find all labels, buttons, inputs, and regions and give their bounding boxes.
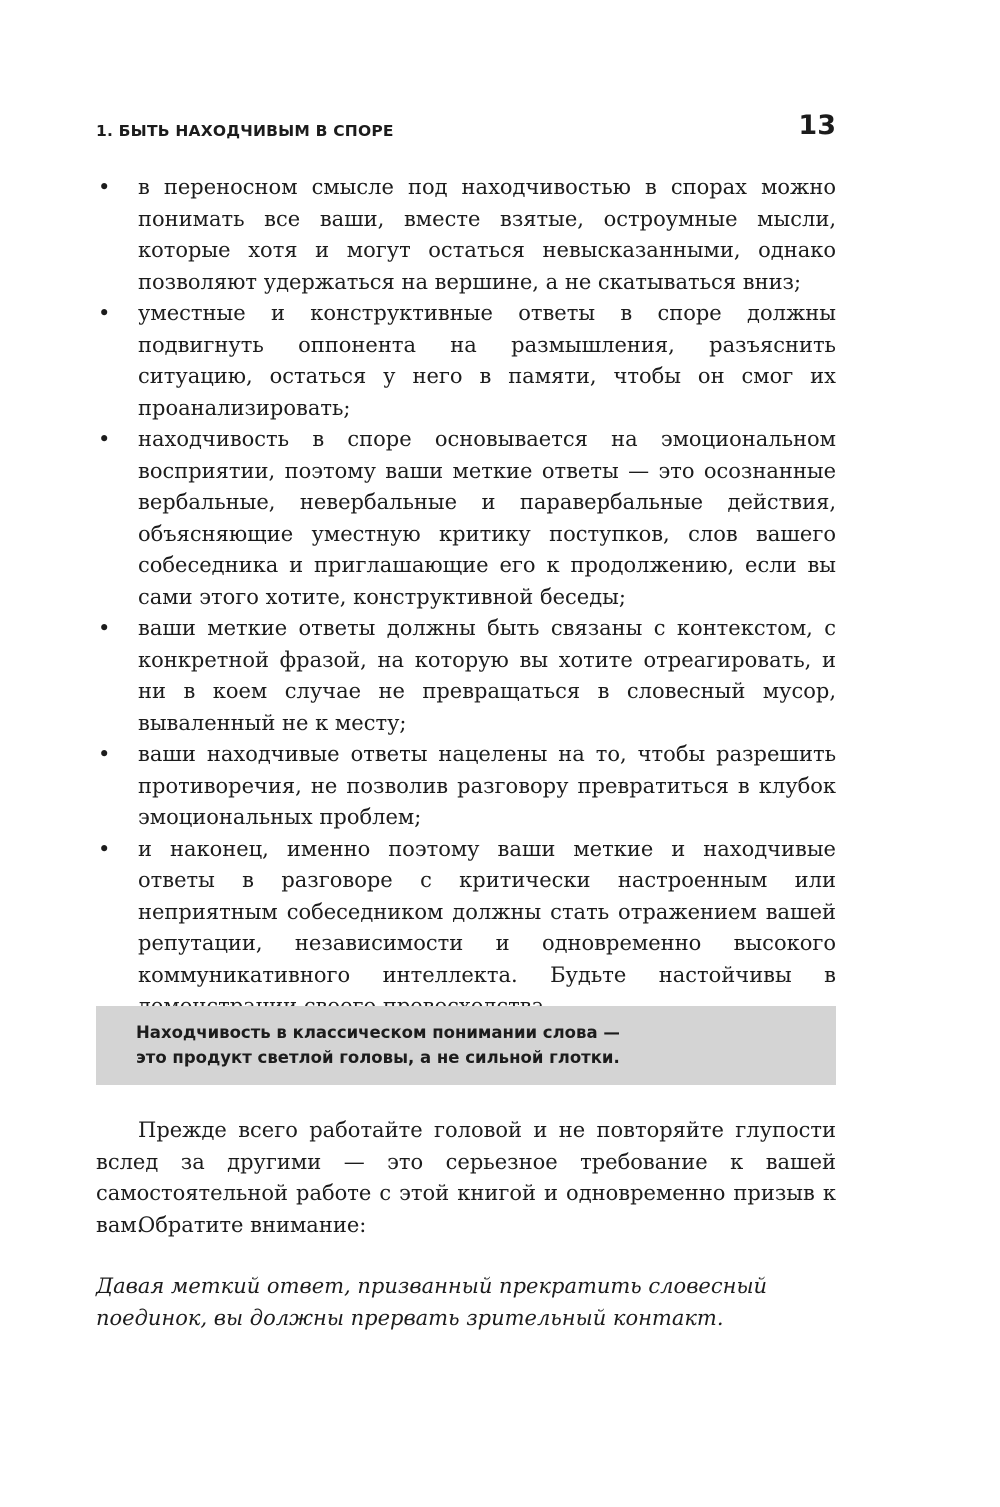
callout-text xyxy=(136,1020,796,1070)
italic-rule: Давая меткий ответ, призванный прекратить словесный поединок, вы должны прервать зрительный контакт. xyxy=(96,1274,768,1330)
callout-line: это продукт светлой головы, а не сильной глотки. xyxy=(136,1048,620,1067)
bullet-marker: • xyxy=(98,175,111,199)
bullet-item xyxy=(96,613,836,739)
body-paragraph: Прежде всего работайте головой и не повторяйте глупости вслед за другими — это серьезное требование к вашей самостоятельной работе с этой книгой и одновременно призыв к вам. xyxy=(96,1118,836,1237)
bullet-marker: • xyxy=(98,616,111,640)
bullet-text: в переносном смысле под находчивостью в спорах можно понимать все ваши, вместе взятые, остроумные мысли, которые хотя и могут остаться невысказанными, однако позволяют удержаться на вершине, а не скатываться вниз; xyxy=(138,175,836,294)
bullet-item xyxy=(96,172,836,298)
note-intro: Обратите внимание: xyxy=(138,1213,367,1237)
bullet-item xyxy=(96,739,836,834)
callout-line: Находчивость в классическом понимании слова — xyxy=(136,1023,620,1042)
bullet-text: находчивость в споре основывается на эмоциональном восприятии, поэтому ваши меткие ответы — это осознанные вербальные, невербальные и паравербальные действия, объясняющие уместную критику поступков, слов вашего собеседника и приглашающие его к продолжению, если вы сами этого хотите, конструктивной беседы; xyxy=(138,427,836,609)
chapter-title: 1. БЫТЬ НАХОДЧИВЫМ В СПОРЕ xyxy=(96,122,394,140)
bullet-text: уместные и конструктивные ответы в споре должны подвигнуть оппонента на размышления, разъяснить ситуацию, остаться у него в памяти, чтобы он смог их проанализировать; xyxy=(138,301,836,420)
bullet-marker: • xyxy=(98,427,111,451)
bullet-marker: • xyxy=(98,301,111,325)
bullet-item xyxy=(96,424,836,613)
bullet-text: и наконец, именно поэтому ваши меткие и находчивые ответы в разговоре с критически настроенным или неприятным собеседником должны стать отражением вашей репутации, независимости и одновременно высокого коммуникативного интеллекта. Будьте настойчивы в xyxy=(138,836,836,987)
running-head xyxy=(96,108,836,152)
bullet-text: ваши находчивые ответы нацелены на то, чтобы разрешить противоречия, не позволив разговору превратиться в клубок эмоциональных проблем; xyxy=(138,742,836,829)
bullet-text: ваши меткие ответы должны быть связаны с контекстом, с конкретной фразой, на которую вы хотите отреагировать, и ни в коем случае не превращаться в словесный мусор, вываленный не к месту; xyxy=(138,616,836,735)
bullet-item xyxy=(96,834,836,1023)
bullet-marker: • xyxy=(98,836,111,861)
bullet-list xyxy=(96,172,836,1023)
bullet-marker: • xyxy=(98,742,111,766)
page-number: 13 xyxy=(798,110,836,141)
callout-box xyxy=(96,1006,836,1085)
bullet-item xyxy=(96,298,836,424)
